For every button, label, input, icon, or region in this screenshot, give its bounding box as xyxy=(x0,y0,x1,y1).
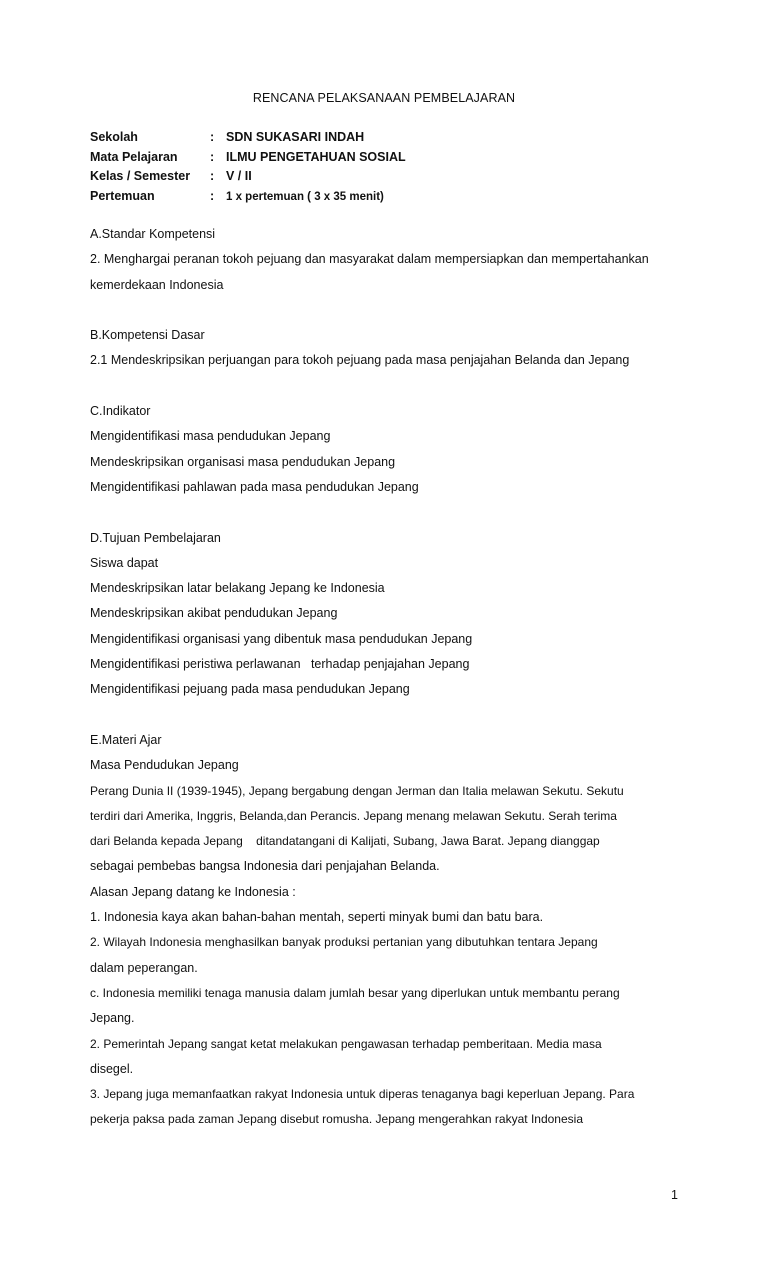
text-line: terdiri dari Amerika, Inggris, Belanda,dan Perancis. Jepang menang melawan Sekutu. Serah terima xyxy=(90,808,617,823)
text-line: Mengidentifikasi pejuang pada masa pendudukan Jepang xyxy=(90,682,410,697)
text-line: Mengidentifikasi organisasi yang dibentuk masa pendudukan Jepang xyxy=(90,631,473,646)
text-line: 1. Indonesia kaya akan bahan-bahan mentah, seperti minyak bumi dan batu bara. xyxy=(90,910,544,925)
info-value: 1 x pertemuan ( 3 x 35 menit) xyxy=(226,190,384,203)
info-value: V / II xyxy=(226,169,252,184)
text-line: dari Belanda kepada Jepang ditandatangani di Kalijati, Subang, Jawa Barat. Jepang dianggap xyxy=(90,834,600,849)
text-line: Perang Dunia II (1939-1945), Jepang bergabung dengan Jerman dan Italia melawan Sekutu. Sekutu xyxy=(90,783,624,798)
text-line: Mendeskripsikan akibat pendudukan Jepang xyxy=(90,606,338,621)
section-heading: E.Materi Ajar xyxy=(90,732,162,747)
text-line: 3. Jepang juga memanfaatkan rakyat Indonesia untuk diperas tenaganya bagi keperluan Jepang. Para xyxy=(90,1087,635,1102)
text-line: kemerdekaan Indonesia xyxy=(90,277,224,292)
text-line: pekerja paksa pada zaman Jepang disebut romusha. Jepang mengerahkan rakyat Indonesia xyxy=(90,1112,583,1127)
document-title: RENCANA PELAKSANAAN PEMBELAJARAN xyxy=(252,91,516,105)
text-line: Mengidentifikasi peristiwa perlawanan terhadap penjajahan Jepang xyxy=(90,657,470,672)
text-line: Mendeskripsikan latar belakang Jepang ke Indonesia xyxy=(90,581,385,596)
info-row-meeting: Pertemuan : 1 x pertemuan ( 3 x 35 menit) xyxy=(90,187,406,207)
section-heading: B.Kompetensi Dasar xyxy=(90,328,205,343)
info-row-class: Kelas / Semester : V / II xyxy=(90,167,406,187)
section-heading: A.Standar Kompetensi xyxy=(90,227,216,241)
text-line: Alasan Jepang datang ke Indonesia : xyxy=(90,884,296,899)
info-label: Sekolah xyxy=(90,130,138,144)
info-row-subject: Mata Pelajaran : ILMU PENGETAHUAN SOSIAL xyxy=(90,148,406,168)
text-line: Mengidentifikasi masa pendudukan Jepang xyxy=(90,429,331,444)
text-line: sebagai pembebas bangsa Indonesia dari penjajahan Belanda. xyxy=(90,859,440,874)
text-line: Mendeskripsikan organisasi masa pendudukan Jepang xyxy=(90,454,396,469)
info-label: Pertemuan xyxy=(90,188,155,203)
info-value: ILMU PENGETAHUAN SOSIAL xyxy=(226,149,406,164)
text-line: 2. Pemerintah Jepang sangat ketat melakukan pengawasan terhadap pemberitaan. Media masa xyxy=(90,1036,602,1051)
text-line: Jepang. xyxy=(90,1011,135,1026)
info-value: SDN SUKASARI INDAH xyxy=(226,130,365,144)
text-line: Siswa dapat xyxy=(90,555,159,570)
info-label: Mata Pelajaran xyxy=(90,149,178,164)
text-line: 2. Wilayah Indonesia menghasilkan banyak produksi pertanian yang dibutuhkan tentara Jepang xyxy=(90,935,598,950)
sub-heading: Masa Pendudukan Jepang xyxy=(90,758,239,773)
text-line: 2.1 Mendeskripsikan perjuangan para tokoh pejuang pada masa penjajahan Belanda dan Jepang xyxy=(90,353,630,368)
text-line: Mengidentifikasi pahlawan pada masa pendudukan Jepang xyxy=(90,479,419,494)
section-heading: D.Tujuan Pembelajaran xyxy=(90,530,221,545)
text-line: 2. Menghargai peranan tokoh pejuang dan masyarakat dalam mempersiapkan dan mempertahankan xyxy=(90,252,649,267)
document-body xyxy=(90,222,678,1133)
info-row-school: Sekolah : SDN SUKASARI INDAH xyxy=(90,128,406,148)
text-line: c. Indonesia memiliki tenaga manusia dalam jumlah besar yang diperlukan untuk membantu perang xyxy=(90,985,620,1000)
page-number: 1 xyxy=(671,1188,678,1202)
text-line: disegel. xyxy=(90,1061,134,1076)
section-heading: C.Indikator xyxy=(90,404,151,419)
info-label: Kelas / Semester xyxy=(90,169,191,184)
text-line: dalam peperangan. xyxy=(90,960,198,975)
info-block xyxy=(90,128,406,206)
